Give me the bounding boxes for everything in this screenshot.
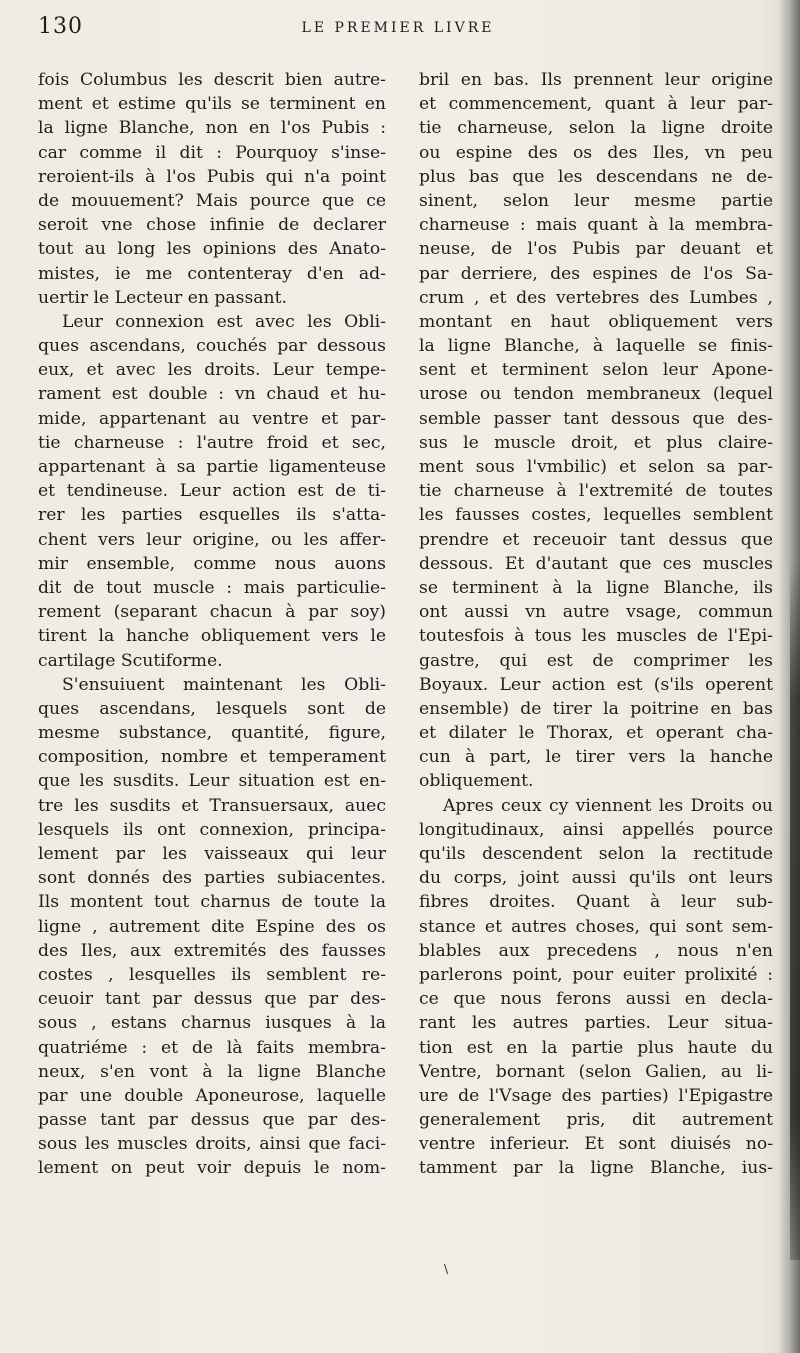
text-line: la ligne Blanche, non en l'os Pubis : xyxy=(38,118,386,139)
text-line: la ligne Blanche, à laquelle se finis- xyxy=(419,336,773,357)
text-line: ment sous l'vmbilic) et selon sa par- xyxy=(419,457,773,477)
text-line: qu'ils descendent selon la rectitude xyxy=(419,844,773,864)
text-line: par une double Aponeurose, laquelle xyxy=(38,1085,386,1106)
text-line: tamment par la ligne Blanche, ius- xyxy=(419,1158,773,1179)
text-line: dit de tout muscle : mais particulie- xyxy=(38,577,386,598)
text-line: du corps, joint aussi qu'ils ont leurs xyxy=(419,868,773,889)
text-line: costes , lesquelles ils semblent re- xyxy=(38,964,386,985)
text-line: tion est en la partie plus haute du xyxy=(419,1037,773,1058)
text-line: sinent, selon leur mesme partie xyxy=(419,190,773,211)
text-line: tre les susdits et Transuersaux, auec xyxy=(38,795,386,816)
text-line: lesquels ils ont connexion, principa- xyxy=(38,819,386,840)
text-line: uertir le Lecteur en passant. xyxy=(38,287,287,308)
text-line: composition, nombre et temperament xyxy=(38,747,386,768)
text-line: toutesfois à tous les muscles de l'Epi- xyxy=(419,626,773,647)
text-line: mide, appartenant au ventre et par- xyxy=(38,408,386,429)
text-line: neux, s'en vont à la ligne Blanche xyxy=(38,1061,386,1082)
text-line: ligne , autrement dite Espine des os xyxy=(38,916,386,937)
text-line: Ils montent tout charnus de toute la xyxy=(38,892,386,913)
text-line: ceuoir tant par dessus que par des- xyxy=(38,989,386,1010)
text-line: sus le muscle droit, et plus claire- xyxy=(419,432,773,453)
text-line: ont aussi vn autre vsage, commun xyxy=(419,602,773,623)
text-line: fibres droites. Quant à leur sub- xyxy=(419,892,773,913)
text-line: eux, et avec les droits. Leur tempe- xyxy=(38,360,386,381)
text-line: reroient-ils à l'os Pubis qui n'a point xyxy=(38,166,386,187)
page-header xyxy=(38,14,758,44)
text-line: parlerons point, pour euiter prolixité : xyxy=(419,964,773,985)
text-line: seroit vne chose infinie de declarer xyxy=(38,215,386,236)
text-line: ques ascendans, lesquels sont de xyxy=(38,698,386,719)
text-line: par derriere, des espines de l'os Sa- xyxy=(419,263,773,284)
text-line: tie charneuse : l'autre froid et sec, xyxy=(38,432,386,453)
text-line: gastre, qui est de comprimer les xyxy=(419,650,773,671)
text-line: obliquement. xyxy=(419,771,534,792)
text-line: cartilage Scutiforme. xyxy=(38,650,223,671)
page-edge-dark xyxy=(790,560,800,1260)
text-line: Ventre, bornant (selon Galien, au li- xyxy=(419,1061,773,1082)
text-line: crum , et des vertebres des Lumbes , xyxy=(419,287,773,308)
text-line: rament est double : vn chaud et hu- xyxy=(38,384,386,405)
text-line: S'ensuiuent maintenant les Obli- xyxy=(62,674,386,695)
text-line: sous les muscles droits, ainsi que faci- xyxy=(38,1134,386,1155)
text-line: mesme substance, quantité, figure, xyxy=(38,723,386,744)
text-line: ment et estime qu'ils se terminent en xyxy=(38,94,386,115)
text-line: dessous. Et d'autant que ces muscles xyxy=(419,553,773,574)
text-line: les fausses costes, lequelles semblent xyxy=(419,505,773,526)
text-line: ventre inferieur. Et sont diuisés no- xyxy=(419,1134,773,1155)
text-line: de mouuement? Mais pource que ce xyxy=(38,190,386,211)
text-line: et tendineuse. Leur action est de ti- xyxy=(38,481,386,502)
text-line: ques ascendans, couchés par dessous xyxy=(38,336,386,357)
text-line: quatriéme : et de là faits membra- xyxy=(38,1037,386,1058)
text-line: Leur connexion est avec les Obli- xyxy=(62,311,386,332)
text-line: tie charneuse, selon la ligne droite xyxy=(419,118,773,139)
text-line: ure de l'Vsage des parties) l'Epigastre xyxy=(419,1085,773,1106)
text-line: stance et autres choses, qui sont sem- xyxy=(419,916,773,937)
text-line: neuse, de l'os Pubis par deuant et xyxy=(419,239,773,260)
text-line: et commencement, quant à leur par- xyxy=(419,94,773,115)
text-line: tie charneuse à l'extremité de toutes xyxy=(419,481,773,502)
text-line: que les susdits. Leur situation est en- xyxy=(38,771,386,792)
text-line: lement on peut voir depuis le nom- xyxy=(38,1158,386,1179)
text-line: cun à part, le tirer vers la hanche xyxy=(419,747,773,768)
text-line: chent vers leur origine, ou les affer- xyxy=(38,529,386,550)
text-line: et dilater le Thorax, et operant cha- xyxy=(419,723,773,744)
right-text-column xyxy=(419,68,773,1181)
text-line: plus bas que les descendans ne de- xyxy=(419,166,773,187)
text-line: sent et terminent selon leur Apone- xyxy=(419,360,773,381)
text-line: ce que nous ferons aussi en decla- xyxy=(419,989,773,1010)
text-line: rant les autres parties. Leur situa- xyxy=(419,1013,773,1034)
text-line: tout au long les opinions des Anato- xyxy=(38,239,386,260)
text-line: ensemble) de tirer la poitrine en bas xyxy=(419,698,773,719)
text-line: tirent la hanche obliquement vers le xyxy=(38,626,386,647)
text-line: generalement pris, dit autrement xyxy=(419,1110,773,1131)
text-line: lement par les vaisseaux qui leur xyxy=(38,844,386,864)
text-line: semble passer tant dessous que des- xyxy=(419,408,773,429)
running-head: LE PREMIER LIVRE xyxy=(301,20,495,36)
text-line: fois Columbus les descrit bien autre- xyxy=(38,70,386,90)
text-line: se terminent à la ligne Blanche, ils xyxy=(419,577,773,598)
text-line: longitudinaux, ainsi appellés pource xyxy=(419,819,773,840)
text-line: Boyaux. Leur action est (s'ils operent xyxy=(419,674,773,695)
text-line: mir ensemble, comme nous auons xyxy=(38,553,386,574)
text-line: passe tant par dessus que par des- xyxy=(38,1110,386,1131)
signature-mark: \ xyxy=(444,1262,449,1276)
text-line: charneuse : mais quant à la membra- xyxy=(419,215,773,236)
text-line: car comme il dit : Pourquoy s'inse- xyxy=(38,142,386,163)
text-line: rement (separant chacun à par soy) xyxy=(38,602,386,623)
text-line: sous , estans charnus iusques à la xyxy=(38,1013,386,1034)
text-line: montant en haut obliquement vers xyxy=(419,311,773,332)
page-number: 130 xyxy=(38,14,83,39)
text-line: des Iles, aux extremités des fausses xyxy=(38,940,386,961)
text-line: blables aux precedens , nous n'en xyxy=(419,940,773,961)
text-line: rer les parties esquelles ils s'atta- xyxy=(38,505,386,526)
text-line: ou espine des os des Iles, vn peu xyxy=(419,142,773,163)
text-line: mistes, ie me contenteray d'en ad- xyxy=(38,263,386,284)
text-line: Apres ceux cy viennent les Droits ou xyxy=(443,795,773,816)
left-text-column xyxy=(38,68,386,1181)
text-line: bril en bas. Ils prennent leur origine xyxy=(419,70,773,90)
text-line: appartenant à sa partie ligamenteuse xyxy=(38,457,386,477)
text-line: sont donnés des parties subiacentes. xyxy=(38,868,386,889)
text-line: prendre et receuoir tant dessus que xyxy=(419,529,773,550)
text-line: urose ou tendon membraneux (lequel xyxy=(419,384,773,405)
